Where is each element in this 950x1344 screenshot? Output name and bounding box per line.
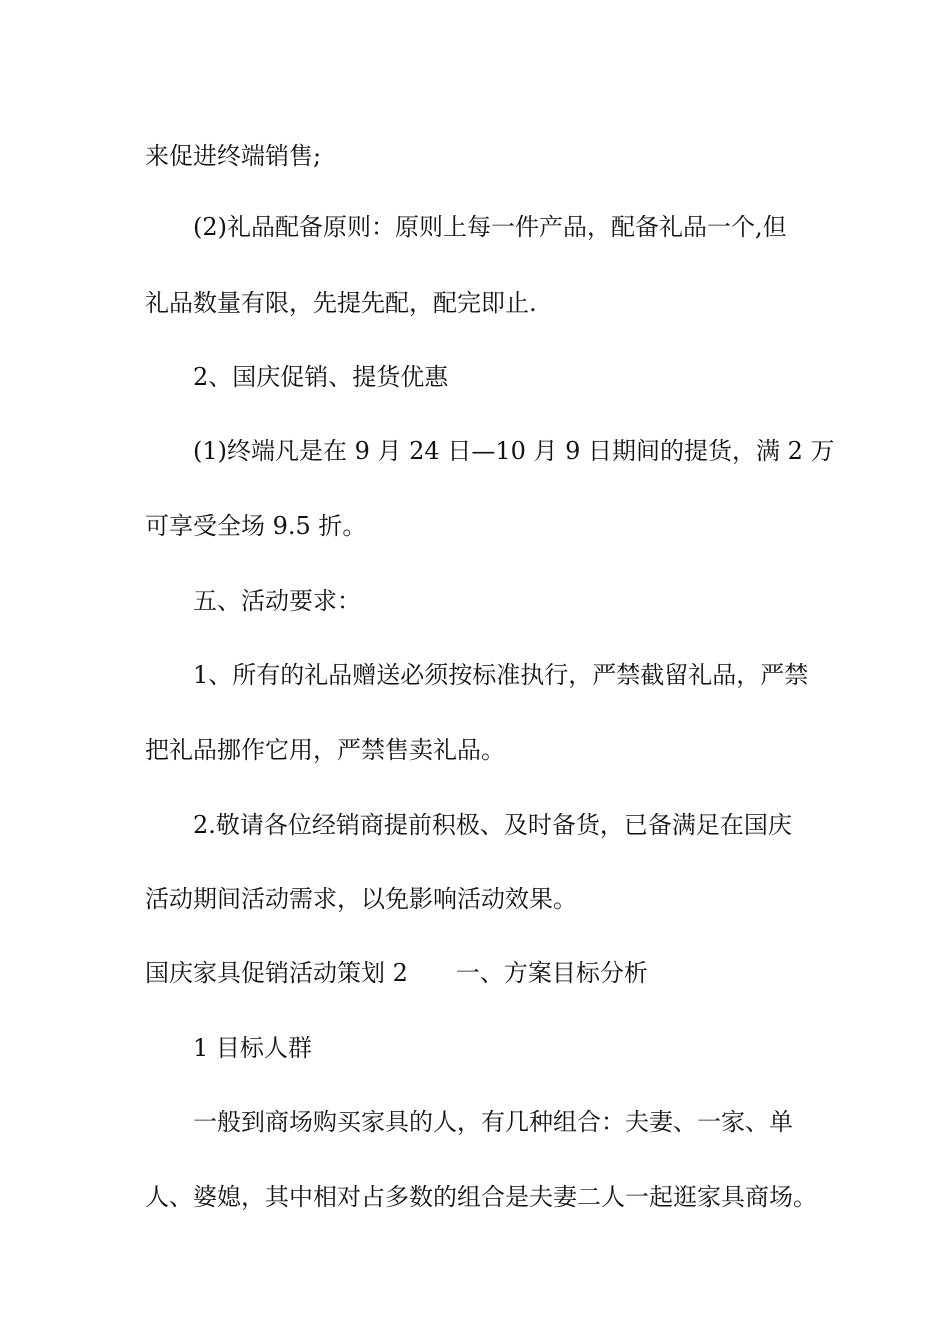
paragraph-line: 2、国庆促销、提货优惠	[193, 363, 449, 391]
paragraph-line: (2)礼品配备原则：原则上每一件产品，配备礼品一个,但	[193, 213, 787, 241]
paragraph-line: 人、婆媳，其中相对占多数的组合是夫妻二人一起逛家具商场。	[145, 1183, 817, 1211]
paragraph-line: 1、所有的礼品赠送必须按标准执行，严禁截留礼品，严禁	[193, 661, 809, 689]
paragraph-line: 把礼品挪作它用，严禁售卖礼品。	[145, 736, 505, 764]
paragraph-line: 礼品数量有限，先提先配，配完即止.	[145, 289, 537, 317]
paragraph-line: 五、活动要求：	[193, 587, 361, 615]
section-title: 国庆家具促销活动策划 2	[145, 959, 408, 987]
section-heading	[145, 957, 648, 989]
paragraph-line: 来促进终端销售;	[145, 142, 322, 170]
paragraph-line: 一般到商场购买家具的人，有几种组合：夫妻、一家、单	[193, 1108, 793, 1136]
paragraph-line: 可享受全场 9.5 折。	[145, 512, 367, 540]
section-subtitle: 一、方案目标分析	[455, 959, 648, 987]
paragraph-line: 1 目标人群	[193, 1034, 312, 1062]
paragraph-line: (1)终端凡是在 9 月 24 日—10 月 9 日期间的提货，满 2 万	[193, 437, 835, 465]
paragraph-line: 活动期间活动需求，以免影响活动效果。	[145, 885, 577, 913]
paragraph-line: 2.敬请各位经销商提前积极、及时备货，已备满足在国庆	[193, 811, 792, 839]
